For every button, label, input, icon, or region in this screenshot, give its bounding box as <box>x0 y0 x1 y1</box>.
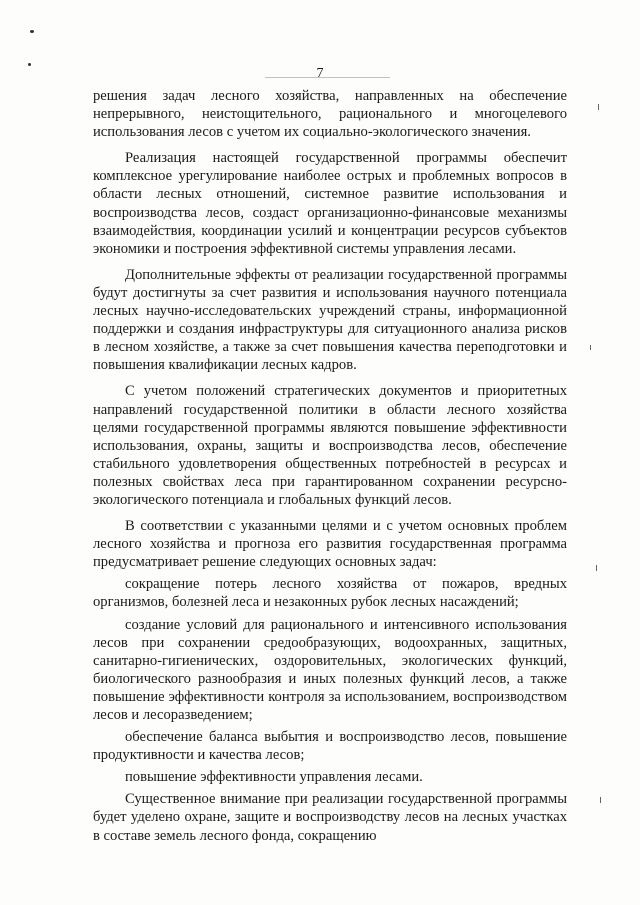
list-item: обеспечение баланса выбытия и воспроизводство лесов, повышение продуктивности и качества лесов; <box>93 729 567 764</box>
scan-speck <box>590 345 591 350</box>
header-rule <box>265 77 390 78</box>
scan-speck <box>30 30 34 33</box>
scan-speck <box>598 104 599 110</box>
paragraph: решения задач лесного хозяйства, направленных на обеспечение непрерывного, неистощительного, рационального и многоцелевого использования лесов с учетом их социально-экологического значения. <box>93 88 567 141</box>
paragraph: Дополнительные эффекты от реализации государственной программы будут достигнуты за счет развития и использования научного потенциала лесных научно-исследовательских учреждений страны, информационной поддержки и создания инфраструктуры для ситуационного анализа рисков в лесном хозяйстве, а также за счет повышения качества переподготовки и повышения квалификации лесных кадров. <box>93 266 567 374</box>
paragraph: Существенное внимание при реализации государственной программы будет уделено охране, защите и воспроизводству лесов на лесных участках в составе земель лесного фонда, сокращению <box>93 791 567 844</box>
list-item: сокращение потерь лесного хозяйства от пожаров, вредных организмов, болезней леса и незаконных рубок лесных насаждений; <box>93 576 567 611</box>
paragraph: В соответствии с указанными целями и с учетом основных проблем лесного хозяйства и прогноза его развития государственная программа предусматривает решение следующих основных задач: <box>93 518 567 571</box>
scan-speck <box>600 797 601 803</box>
list-item: создание условий для рационального и интенсивного использования лесов при сохранении средообразующих, водоохранных, защитных, санитарно-гигиенических, оздоровительных, экологических функций, биологического разнообразия и иных полезных функций лесов, а также повышение эффективности контроля за использованием, воспроизводством лесов и лесоразведением; <box>93 616 567 723</box>
paragraph: Реализация настоящей государственной программы обеспечит комплексное урегулирование наиболее острых и проблемных вопросов в области лесных отношений, системное развитие использования и воспроизводства лесов, создаст организационно-финансовые механизмы взаимодействия, координации усилий и концентрации ресурсов субъектов экономики и построения эффективной системы управления лесами. <box>93 150 567 257</box>
list-item: повышение эффективности управления лесами. <box>125 769 423 786</box>
paragraph: С учетом положений стратегических документов и приоритетных направлений государственной политики в области лесного хозяйства целями государственной программы являются повышение эффективности использования, охраны, защиты и воспроизводства лесов, обеспечение стабильного удовлетворения общественных потребностей в ресурсах и полезных свойствах леса при гарантированном сохранении ресурсно-экологического потенциала и глобальных функций лесов. <box>93 383 567 508</box>
page-number: 7 <box>316 66 324 81</box>
scan-speck <box>596 565 597 571</box>
document-body <box>93 87 567 845</box>
